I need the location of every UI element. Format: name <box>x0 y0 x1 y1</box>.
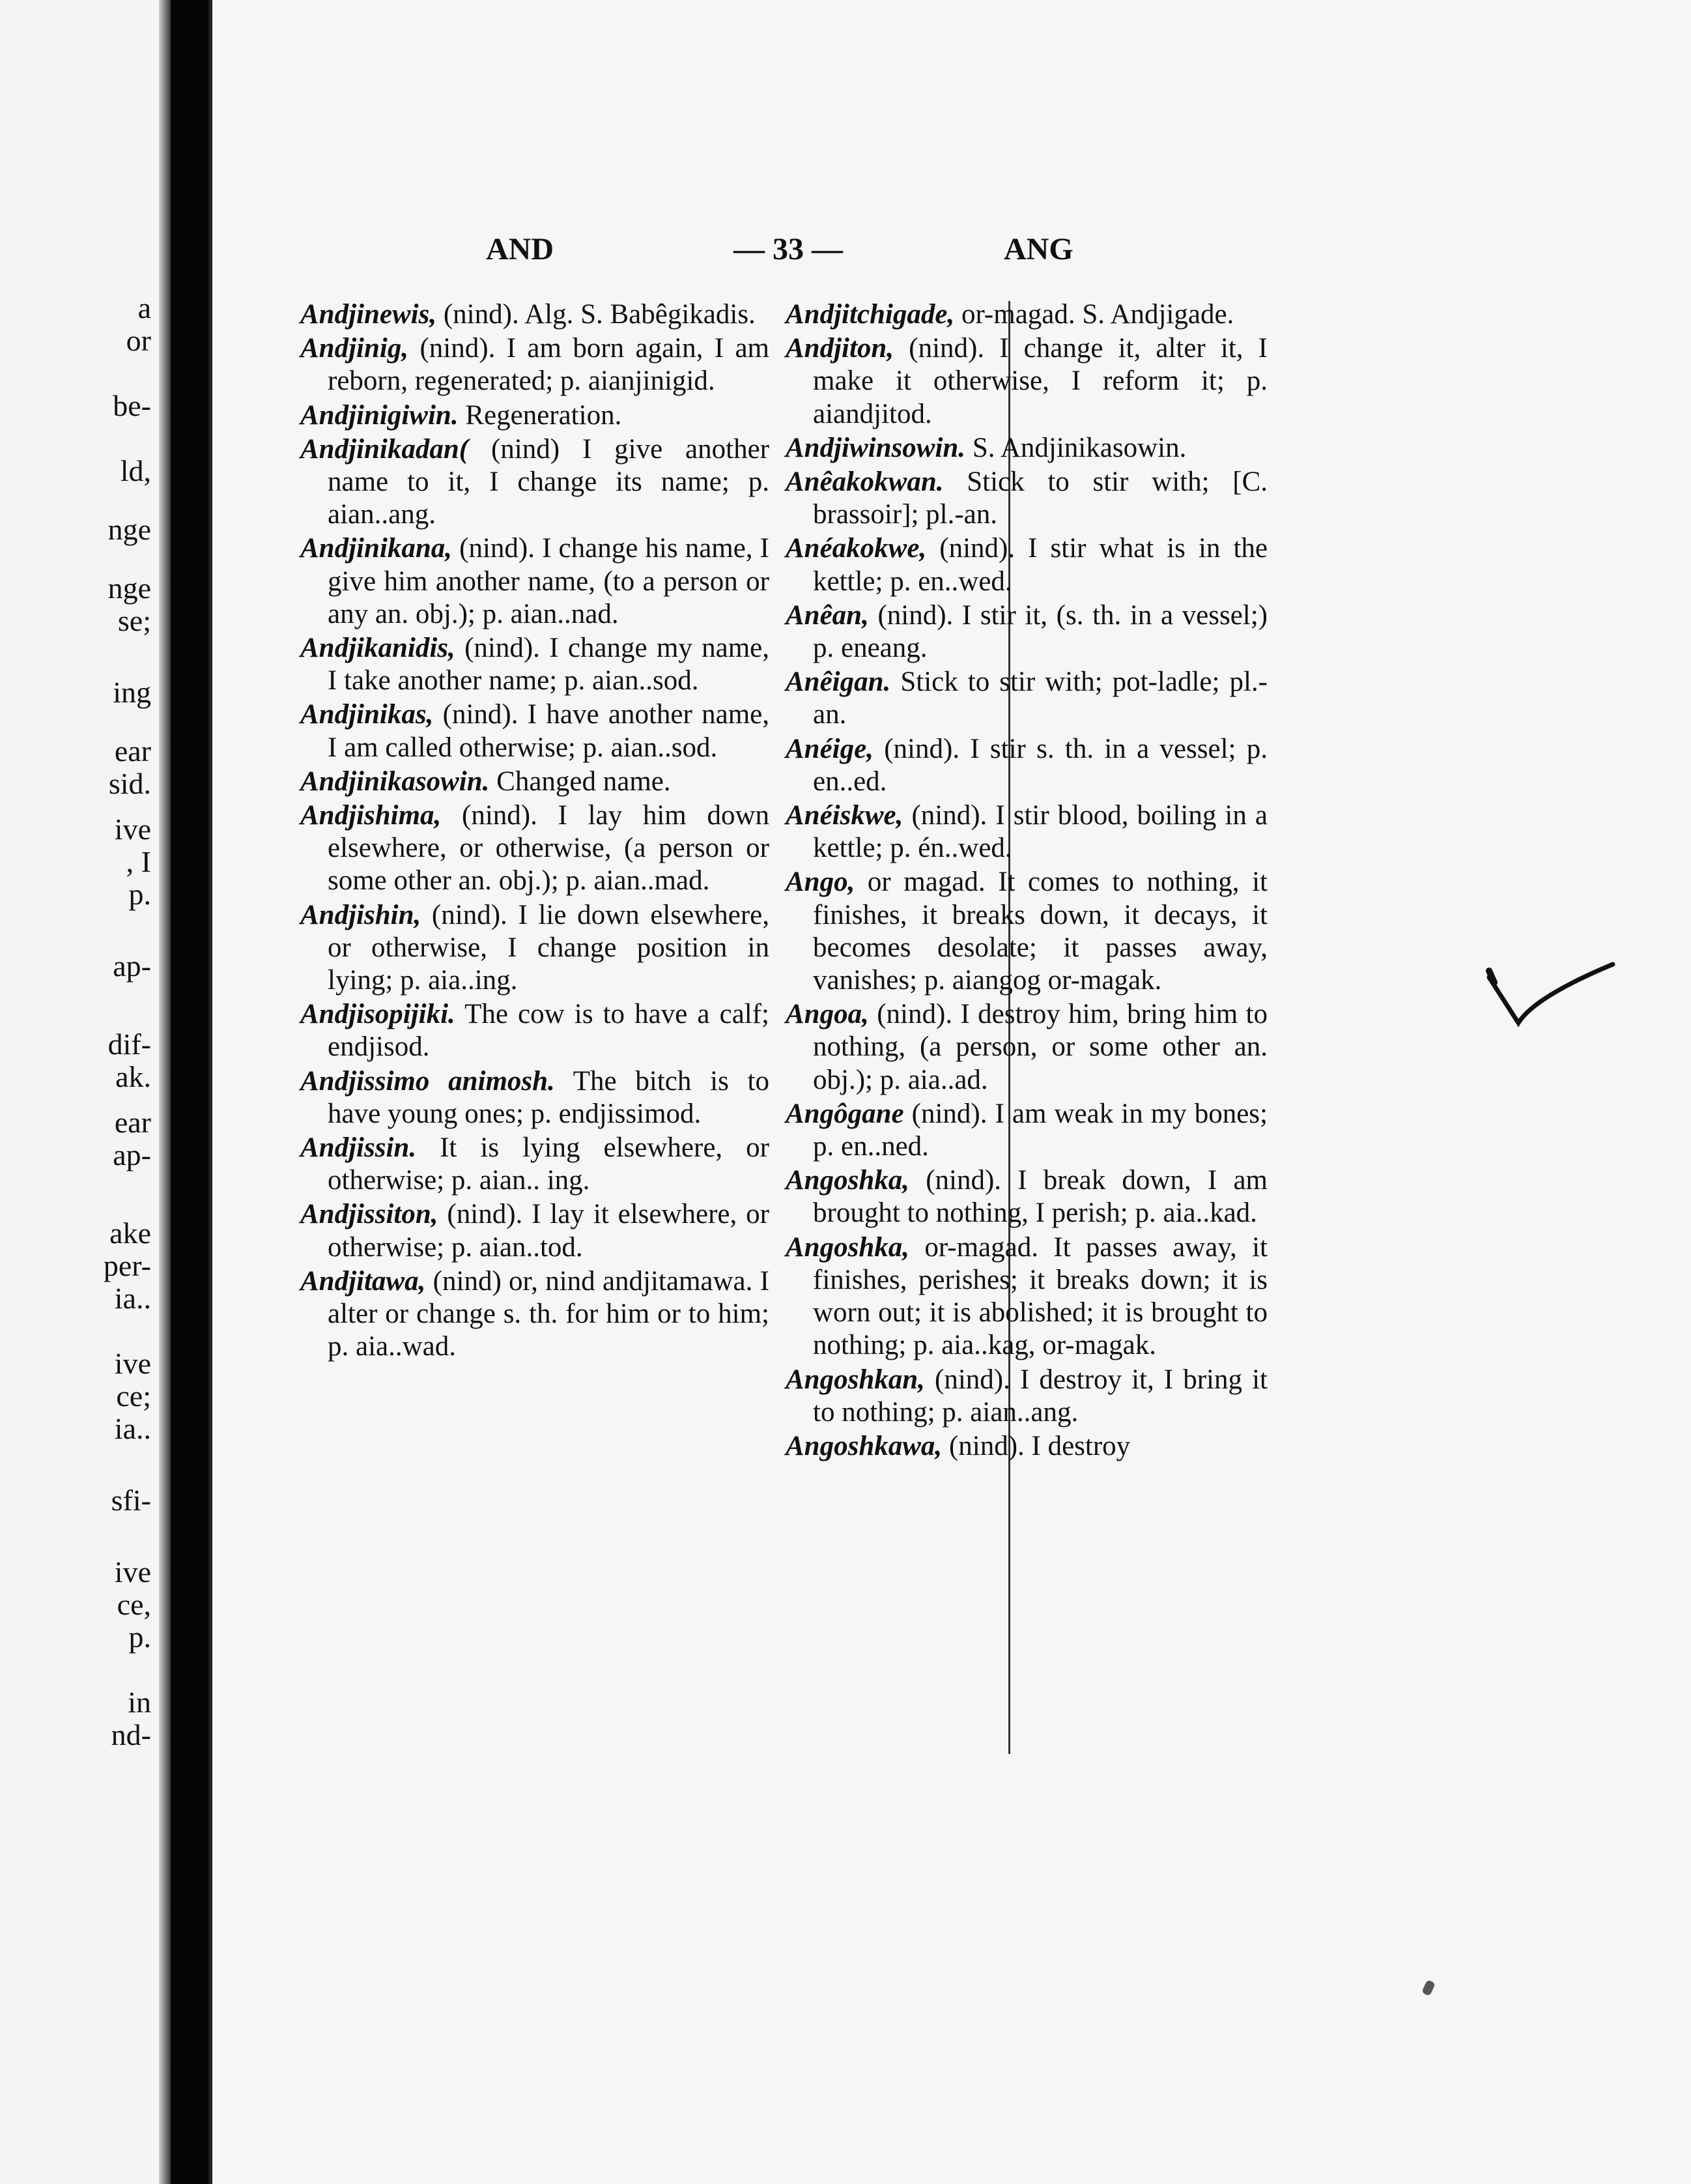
dictionary-entry <box>300 399 769 432</box>
entry-headword: Anêan, <box>786 599 869 631</box>
entry-headword: Andjissiton, <box>300 1199 438 1230</box>
running-header <box>212 231 1691 270</box>
dictionary-entry <box>300 632 769 697</box>
entry-definition: (nind) I give another name to it, I change its name; p. aian..ang. <box>328 433 769 530</box>
facing-page-fragment-text: ia.. <box>114 1412 151 1445</box>
entry-definition: (nind). I stir it, (s. th. in a vessel;) p. eneang. <box>813 599 1268 664</box>
entry-definition: The cow is to have a calf; endjisod. <box>328 999 769 1063</box>
dictionary-entry <box>786 599 1268 665</box>
dictionary-entry <box>786 332 1268 431</box>
dictionary-entry <box>786 799 1268 865</box>
header-left-guideword: AND <box>486 232 554 266</box>
dictionary-entry <box>786 1098 1268 1163</box>
dictionary-entry <box>300 698 769 764</box>
facing-page-fragment-text: per- <box>103 1249 151 1282</box>
entry-headword: Anéakokwe, <box>786 533 927 564</box>
dictionary-entry <box>300 532 769 631</box>
facing-page-fragment-text: nge <box>107 513 151 546</box>
page-gutter <box>171 0 208 2184</box>
entry-headword: Angoa, <box>786 999 869 1030</box>
entry-definition: (nind). I am weak in my bones; p. en..ned. <box>813 1098 1268 1162</box>
dictionary-entry <box>786 1231 1268 1362</box>
entry-definition: Changed name. <box>489 766 671 797</box>
entry-headword: Andjikanidis, <box>300 633 455 664</box>
entry-headword: Ango, <box>786 867 855 898</box>
entry-definition: (nind). I stir blood, boiling in a kettle; p. én..wed. <box>813 800 1268 864</box>
facing-page-fragment-text: nge <box>107 571 151 605</box>
entry-headword: Angoshka, <box>786 1231 909 1263</box>
entry-definition: Stick to stir with; pot-ladle; pl.-an. <box>813 667 1268 730</box>
dictionary-entry <box>786 998 1268 1097</box>
facing-page-fragment-text: ive <box>114 812 151 846</box>
facing-page-fragment-text: ive <box>114 1555 151 1588</box>
speck <box>1421 1979 1436 1996</box>
entry-headword: Andjishin, <box>300 899 421 930</box>
entry-headword: Andjitchigade, <box>786 299 955 330</box>
facing-page-fragment-text: sid. <box>108 767 151 800</box>
dictionary-entry <box>786 1164 1268 1229</box>
entry-headword: Andjinikas, <box>300 699 434 730</box>
facing-page-fragment-text: ce, <box>117 1588 151 1621</box>
facing-page-fragment-text: a <box>137 291 151 324</box>
facing-page-fragment-text: in <box>128 1686 151 1719</box>
entry-headword: Angôgane <box>786 1098 904 1129</box>
dictionary-entry <box>786 1430 1268 1463</box>
facing-page-fragment-text: ak. <box>115 1060 151 1093</box>
facing-page-fragment-text: or <box>126 324 151 357</box>
entry-definition: (nind). I destroy him, bring him to nothing, (a person, or some other an. obj.); p. aia..ad. <box>813 999 1268 1095</box>
header-right-guideword: ANG <box>1004 232 1073 266</box>
facing-page-fragment-text: , I <box>126 845 151 878</box>
entry-headword: Andjinikana, <box>300 533 453 564</box>
entry-definition: Regeneration. <box>458 399 622 431</box>
entry-definition: (nind). I destroy <box>942 1430 1131 1461</box>
entry-headword: Anêigan. <box>786 667 891 698</box>
entry-definition: The bitch is to have young ones; p. endjissimod. <box>328 1065 769 1129</box>
entry-definition: (nind). Alg. S. Babêgikadis. <box>436 299 756 330</box>
facing-page-fragment-text: ld, <box>120 454 151 487</box>
facing-page-fragment-text: se; <box>117 604 151 637</box>
entry-headword: Angoshkan, <box>786 1364 925 1395</box>
facing-page-fragment-text: ce; <box>116 1379 151 1413</box>
entry-headword: Andjinikadan( <box>300 433 469 465</box>
entry-definition: (nind). I change my name, I take another name; p. aian..sod. <box>328 633 769 697</box>
dictionary-entry <box>300 899 769 998</box>
dictionary-entry <box>300 1065 769 1130</box>
entry-definition: (nind). I stir s. th. in a vessel; p. en..ed. <box>813 733 1268 797</box>
entry-definition: (nind). I change his name, I give him another name, (to a person or any an. obj.); p. aian..nad. <box>328 533 769 629</box>
facing-page-fragment-text: ing <box>113 676 151 709</box>
entry-headword: Anéiskwe, <box>786 800 903 831</box>
facing-page-fragment-text: be- <box>113 389 151 422</box>
entry-headword: Andjiton, <box>786 333 894 364</box>
facing-page-fragment-text: ear <box>114 734 151 768</box>
dictionary-entry <box>300 998 769 1063</box>
entry-headword: Andjinewis, <box>300 299 437 330</box>
entry-definition: (nind). I change it, alter it, I make it otherwise, I reform it; p. aiandjitod. <box>813 333 1268 429</box>
dictionary-entry <box>786 466 1268 531</box>
entry-headword: Andjissin. <box>300 1132 417 1164</box>
entry-headword: Andjinig, <box>300 333 409 364</box>
page-number: — 33 — <box>733 232 843 266</box>
entry-headword: Andjinikasowin. <box>300 766 490 797</box>
dictionary-entry <box>786 1364 1268 1429</box>
dictionary-entry <box>300 1198 769 1263</box>
dictionary-entry <box>786 666 1268 731</box>
entry-definition: It is lying elsewhere, or otherwise; p. aian.. ing. <box>328 1132 769 1196</box>
entry-definition: or-magad. It passes away, it finishes, perishes; it breaks down; it is worn out; it is abolished; it is brought to nothing; p. aia..kag, or-magak. <box>813 1231 1268 1361</box>
entry-definition: (nind). I lay it elsewhere, or otherwise; p. aian..tod. <box>328 1199 769 1263</box>
entry-definition: (nind). I am born again, I am reborn, regenerated; p. aianjinigid. <box>328 333 769 397</box>
dictionary-entry <box>300 766 769 798</box>
dictionary-entry <box>300 298 769 331</box>
entry-headword: Andjiwinsowin. <box>786 432 966 463</box>
entry-headword: Andjitawa, <box>300 1265 426 1297</box>
facing-page-fragment-text: ap- <box>113 1138 151 1171</box>
facing-page-fragment-text: nd- <box>111 1718 151 1751</box>
facing-page-fragment-text: p. <box>128 878 151 911</box>
facing-page-fragment-text: dif- <box>107 1027 151 1061</box>
entry-definition: (nind). I lay him down elsewhere, or otherwise, (a person or some other an. obj.); p. aian..mad. <box>328 800 769 897</box>
entry-headword: Andjisopijiki. <box>300 999 455 1030</box>
entry-headword: Andjinigiwin. <box>300 399 459 431</box>
facing-page-fragment-text: ear <box>114 1106 151 1139</box>
dictionary-entry <box>786 532 1268 597</box>
dictionary-entry <box>300 332 769 397</box>
entry-headword: Anêakokwan. <box>786 467 944 498</box>
entry-definition: Stick to stir with; [C. brassoir]; pl.-an. <box>813 467 1268 530</box>
facing-page-fragment-text: ia.. <box>114 1282 151 1315</box>
entry-definition: (nind). I destroy it, I bring it to nothing; p. aian..ang. <box>813 1364 1268 1428</box>
entry-definition: or-magad. S. Andjigade. <box>954 299 1234 330</box>
dictionary-entry <box>786 298 1268 331</box>
entry-headword: Angoshkawa, <box>786 1430 943 1461</box>
checkmark-icon <box>1483 951 1639 1056</box>
right-column <box>786 298 1268 1464</box>
dictionary-entry <box>300 433 769 532</box>
entry-definition: or magad. It comes to nothing, it finishes, it breaks down, it decays, it becomes desolate; it passes away, vanishes; p. aiangog or-magak. <box>813 867 1268 996</box>
facing-page-fragment <box>0 0 171 2184</box>
dictionary-entry <box>300 1132 769 1197</box>
facing-page-fragment-text: ap- <box>113 949 151 983</box>
dictionary-entry <box>786 866 1268 997</box>
dictionary-entry <box>786 432 1268 465</box>
entry-definition: (nind). I lie down elsewhere, or otherwise, I change position in lying; p. aia..ing. <box>328 899 769 996</box>
entry-definition: (nind). I stir what is in the kettle; p. en..wed. <box>813 533 1268 597</box>
dictionary-entry <box>300 799 769 898</box>
left-column <box>300 298 769 1365</box>
entry-headword: Andjissimo animosh. <box>300 1065 555 1097</box>
dictionary-page <box>208 0 1691 2184</box>
dictionary-entry <box>300 1265 769 1364</box>
facing-page-fragment-text: ive <box>114 1347 151 1380</box>
facing-page-fragment-text: p. <box>128 1620 151 1654</box>
book-spine <box>159 0 171 2184</box>
facing-page-fragment-text: ake <box>109 1216 151 1250</box>
entry-headword: Angoshka, <box>786 1165 909 1196</box>
entry-definition: S. Andjinikasowin. <box>965 432 1187 463</box>
entry-headword: Anéige, <box>786 733 874 764</box>
entry-definition: (nind). I have another name, I am called otherwise; p. aian..sod. <box>328 699 769 763</box>
entry-definition: (nind) or, nind andjitamawa. I alter or change s. th. for him or to him; p. aia..wad. <box>328 1265 769 1362</box>
entry-headword: Andjishima, <box>300 800 442 831</box>
facing-page-fragment-text: sfi- <box>111 1484 151 1517</box>
dictionary-entry <box>786 733 1268 798</box>
entry-definition: (nind). I break down, I am brought to nothing, I perish; p. aia..kad. <box>813 1165 1268 1229</box>
